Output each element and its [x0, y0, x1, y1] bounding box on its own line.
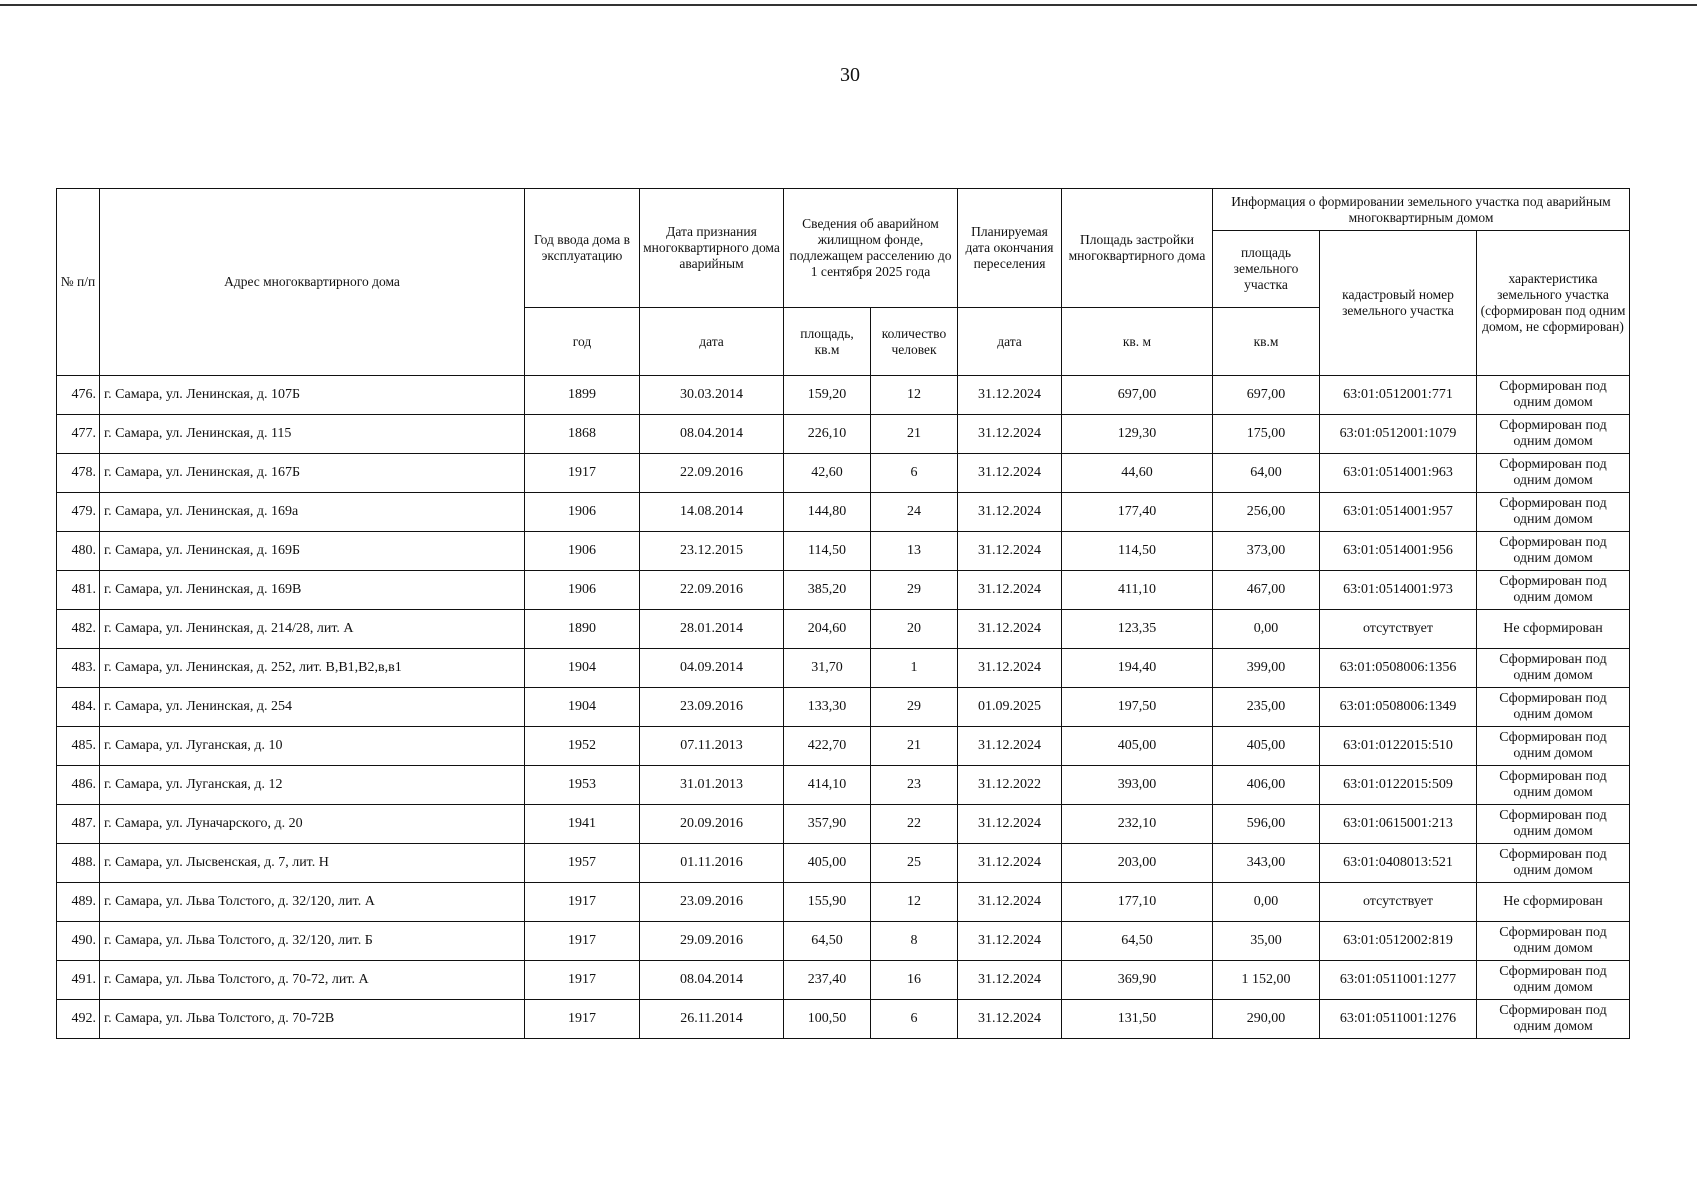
header-planned-date: Планируемая дата окончания переселения	[958, 189, 1062, 308]
emergency-housing-table	[56, 188, 1630, 1039]
year-cell: 1868	[525, 415, 640, 454]
area-cell: 155,90	[784, 883, 871, 922]
land-area-cell: 399,00	[1213, 649, 1320, 688]
address-cell: г. Самара, ул. Луначарского, д. 20	[100, 805, 525, 844]
planned-date-cell: 31.12.2024	[958, 376, 1062, 415]
address-cell: г. Самара, ул. Луганская, д. 10	[100, 727, 525, 766]
planned-date-cell: 31.12.2024	[958, 727, 1062, 766]
row-number: 482.	[57, 610, 100, 649]
people-cell: 6	[871, 454, 958, 493]
emergency-date-cell: 20.09.2016	[640, 805, 784, 844]
address-cell: г. Самара, ул. Ленинская, д. 167Б	[100, 454, 525, 493]
building-area-cell: 232,10	[1062, 805, 1213, 844]
building-area-cell: 197,50	[1062, 688, 1213, 727]
land-status-cell: Не сформирован	[1477, 610, 1630, 649]
row-number: 488.	[57, 844, 100, 883]
table-row	[57, 766, 1630, 805]
cadastral-cell: 63:01:0512001:1079	[1320, 415, 1477, 454]
people-cell: 21	[871, 727, 958, 766]
planned-date-cell: 31.12.2024	[958, 454, 1062, 493]
planned-date-cell: 31.12.2024	[958, 532, 1062, 571]
row-number: 486.	[57, 766, 100, 805]
area-cell: 414,10	[784, 766, 871, 805]
address-cell: г. Самара, ул. Ленинская, д. 214/28, лит. А	[100, 610, 525, 649]
address-cell: г. Самара, ул. Лысвенская, д. 7, лит. Н	[100, 844, 525, 883]
table-body	[57, 376, 1630, 1039]
planned-date-cell: 31.12.2024	[958, 415, 1062, 454]
emergency-date-cell: 14.08.2014	[640, 493, 784, 532]
building-area-cell: 194,40	[1062, 649, 1213, 688]
row-number: 487.	[57, 805, 100, 844]
people-cell: 13	[871, 532, 958, 571]
land-status-cell: Сформирован под одним домом	[1477, 649, 1630, 688]
year-cell: 1953	[525, 766, 640, 805]
cadastral-cell: 63:01:0508006:1356	[1320, 649, 1477, 688]
unit-planned-date: дата	[958, 308, 1062, 376]
table-row	[57, 610, 1630, 649]
year-cell: 1917	[525, 1000, 640, 1039]
year-cell: 1904	[525, 649, 640, 688]
building-area-cell: 123,35	[1062, 610, 1213, 649]
address-cell: г. Самара, ул. Ленинская, д. 169Б	[100, 532, 525, 571]
area-cell: 357,90	[784, 805, 871, 844]
address-cell: г. Самара, ул. Ленинская, д. 252, лит. В,В1,В2,в,в1	[100, 649, 525, 688]
header-land-info: Информация о формировании земельного участка под аварийным многоквартирным домом	[1213, 189, 1630, 231]
people-cell: 29	[871, 688, 958, 727]
header-emergency-date: Дата признания многоквартирного дома аварийным	[640, 189, 784, 308]
year-cell: 1906	[525, 571, 640, 610]
planned-date-cell: 31.12.2024	[958, 610, 1062, 649]
unit-year: год	[525, 308, 640, 376]
emergency-date-cell: 22.09.2016	[640, 571, 784, 610]
address-cell: г. Самара, ул. Ленинская, д. 169В	[100, 571, 525, 610]
building-area-cell: 177,40	[1062, 493, 1213, 532]
area-cell: 31,70	[784, 649, 871, 688]
table-row	[57, 415, 1630, 454]
building-area-cell: 405,00	[1062, 727, 1213, 766]
unit-building-area: кв. м	[1062, 308, 1213, 376]
address-cell: г. Самара, ул. Ленинская, д. 115	[100, 415, 525, 454]
land-area-cell: 0,00	[1213, 610, 1320, 649]
table-row	[57, 532, 1630, 571]
planned-date-cell: 31.12.2024	[958, 649, 1062, 688]
land-status-cell: Сформирован под одним домом	[1477, 844, 1630, 883]
planned-date-cell: 31.12.2024	[958, 883, 1062, 922]
people-cell: 12	[871, 376, 958, 415]
year-cell: 1957	[525, 844, 640, 883]
emergency-date-cell: 07.11.2013	[640, 727, 784, 766]
people-cell: 22	[871, 805, 958, 844]
cadastral-cell: 63:01:0512002:819	[1320, 922, 1477, 961]
building-area-cell: 697,00	[1062, 376, 1213, 415]
emergency-date-cell: 26.11.2014	[640, 1000, 784, 1039]
planned-date-cell: 31.12.2024	[958, 493, 1062, 532]
emergency-date-cell: 23.09.2016	[640, 883, 784, 922]
planned-date-cell: 31.12.2024	[958, 844, 1062, 883]
planned-date-cell: 31.12.2022	[958, 766, 1062, 805]
building-area-cell: 131,50	[1062, 1000, 1213, 1039]
land-area-cell: 373,00	[1213, 532, 1320, 571]
emergency-date-cell: 31.01.2013	[640, 766, 784, 805]
building-area-cell: 64,50	[1062, 922, 1213, 961]
area-cell: 204,60	[784, 610, 871, 649]
table-row	[57, 649, 1630, 688]
cadastral-cell: отсутствует	[1320, 610, 1477, 649]
cadastral-cell: 63:01:0514001:956	[1320, 532, 1477, 571]
header-land-area: площадь земельного участка	[1213, 231, 1320, 308]
planned-date-cell: 31.12.2024	[958, 571, 1062, 610]
land-status-cell: Сформирован под одним домом	[1477, 571, 1630, 610]
year-cell: 1941	[525, 805, 640, 844]
unit-area: площадь, кв.м	[784, 308, 871, 376]
page-number: 30	[840, 64, 860, 86]
land-area-cell: 235,00	[1213, 688, 1320, 727]
area-cell: 42,60	[784, 454, 871, 493]
building-area-cell: 44,60	[1062, 454, 1213, 493]
year-cell: 1899	[525, 376, 640, 415]
row-number: 479.	[57, 493, 100, 532]
planned-date-cell: 31.12.2024	[958, 922, 1062, 961]
row-number: 484.	[57, 688, 100, 727]
row-number: 478.	[57, 454, 100, 493]
area-cell: 133,30	[784, 688, 871, 727]
area-cell: 237,40	[784, 961, 871, 1000]
row-number: 480.	[57, 532, 100, 571]
header-address: Адрес многоквартирного дома	[100, 189, 525, 376]
cadastral-cell: 63:01:0122015:509	[1320, 766, 1477, 805]
area-cell: 385,20	[784, 571, 871, 610]
land-status-cell: Сформирован под одним домом	[1477, 376, 1630, 415]
area-cell: 159,20	[784, 376, 871, 415]
land-status-cell: Сформирован под одним домом	[1477, 727, 1630, 766]
cadastral-cell: 63:01:0408013:521	[1320, 844, 1477, 883]
land-area-cell: 1 152,00	[1213, 961, 1320, 1000]
planned-date-cell: 31.12.2024	[958, 961, 1062, 1000]
building-area-cell: 114,50	[1062, 532, 1213, 571]
year-cell: 1906	[525, 493, 640, 532]
unit-date: дата	[640, 308, 784, 376]
cadastral-cell: 63:01:0514001:963	[1320, 454, 1477, 493]
emergency-date-cell: 08.04.2014	[640, 415, 784, 454]
year-cell: 1904	[525, 688, 640, 727]
land-status-cell: Не сформирован	[1477, 883, 1630, 922]
year-cell: 1917	[525, 883, 640, 922]
cadastral-cell: 63:01:0514001:957	[1320, 493, 1477, 532]
people-cell: 20	[871, 610, 958, 649]
header-cadastral: кадастровый номер земельного участка	[1320, 231, 1477, 376]
address-cell: г. Самара, ул. Луганская, д. 12	[100, 766, 525, 805]
land-area-cell: 256,00	[1213, 493, 1320, 532]
header-year-commissioned: Год ввода дома в эксплуатацию	[525, 189, 640, 308]
area-cell: 100,50	[784, 1000, 871, 1039]
land-area-cell: 406,00	[1213, 766, 1320, 805]
land-status-cell: Сформирован под одним домом	[1477, 454, 1630, 493]
table-row	[57, 376, 1630, 415]
land-status-cell: Сформирован под одним домом	[1477, 415, 1630, 454]
header-num: № п/п	[57, 189, 100, 376]
land-status-cell: Сформирован под одним домом	[1477, 688, 1630, 727]
emergency-date-cell: 04.09.2014	[640, 649, 784, 688]
emergency-date-cell: 08.04.2014	[640, 961, 784, 1000]
table-row	[57, 1000, 1630, 1039]
year-cell: 1917	[525, 961, 640, 1000]
planned-date-cell: 01.09.2025	[958, 688, 1062, 727]
land-area-cell: 697,00	[1213, 376, 1320, 415]
land-status-cell: Сформирован под одним домом	[1477, 766, 1630, 805]
land-area-cell: 175,00	[1213, 415, 1320, 454]
table-row	[57, 454, 1630, 493]
address-cell: г. Самара, ул. Льва Толстого, д. 32/120, лит. Б	[100, 922, 525, 961]
cadastral-cell: 63:01:0511001:1277	[1320, 961, 1477, 1000]
land-status-cell: Сформирован под одним домом	[1477, 532, 1630, 571]
emergency-date-cell: 22.09.2016	[640, 454, 784, 493]
table-row	[57, 883, 1630, 922]
year-cell: 1917	[525, 454, 640, 493]
emergency-date-cell: 29.09.2016	[640, 922, 784, 961]
land-status-cell: Сформирован под одним домом	[1477, 1000, 1630, 1039]
row-number: 483.	[57, 649, 100, 688]
land-area-cell: 596,00	[1213, 805, 1320, 844]
land-area-cell: 405,00	[1213, 727, 1320, 766]
building-area-cell: 203,00	[1062, 844, 1213, 883]
year-cell: 1952	[525, 727, 640, 766]
row-number: 476.	[57, 376, 100, 415]
year-cell: 1890	[525, 610, 640, 649]
people-cell: 8	[871, 922, 958, 961]
top-rule	[0, 4, 1697, 6]
land-area-cell: 343,00	[1213, 844, 1320, 883]
table-row	[57, 571, 1630, 610]
people-cell: 6	[871, 1000, 958, 1039]
building-area-cell: 129,30	[1062, 415, 1213, 454]
year-cell: 1906	[525, 532, 640, 571]
area-cell: 144,80	[784, 493, 871, 532]
land-area-cell: 290,00	[1213, 1000, 1320, 1039]
table-row	[57, 688, 1630, 727]
land-status-cell: Сформирован под одним домом	[1477, 922, 1630, 961]
cadastral-cell: 63:01:0615001:213	[1320, 805, 1477, 844]
building-area-cell: 393,00	[1062, 766, 1213, 805]
building-area-cell: 411,10	[1062, 571, 1213, 610]
land-status-cell: Сформирован под одним домом	[1477, 493, 1630, 532]
people-cell: 1	[871, 649, 958, 688]
people-cell: 21	[871, 415, 958, 454]
area-cell: 405,00	[784, 844, 871, 883]
land-area-cell: 64,00	[1213, 454, 1320, 493]
area-cell: 114,50	[784, 532, 871, 571]
cadastral-cell: 63:01:0508006:1349	[1320, 688, 1477, 727]
unit-land-area: кв.м	[1213, 308, 1320, 376]
table-row	[57, 844, 1630, 883]
row-number: 485.	[57, 727, 100, 766]
cadastral-cell: 63:01:0512001:771	[1320, 376, 1477, 415]
people-cell: 29	[871, 571, 958, 610]
planned-date-cell: 31.12.2024	[958, 805, 1062, 844]
address-cell: г. Самара, ул. Льва Толстого, д. 70-72В	[100, 1000, 525, 1039]
cadastral-cell: 63:01:0511001:1276	[1320, 1000, 1477, 1039]
emergency-date-cell: 28.01.2014	[640, 610, 784, 649]
address-cell: г. Самара, ул. Ленинская, д. 254	[100, 688, 525, 727]
emergency-date-cell: 01.11.2016	[640, 844, 784, 883]
land-area-cell: 35,00	[1213, 922, 1320, 961]
table-row	[57, 493, 1630, 532]
emergency-date-cell: 23.09.2016	[640, 688, 784, 727]
building-area-cell: 369,90	[1062, 961, 1213, 1000]
area-cell: 64,50	[784, 922, 871, 961]
people-cell: 16	[871, 961, 958, 1000]
header-emergency-fund: Сведения об аварийном жилищном фонде, подлежащем расселению до 1 сентября 2025 года	[784, 189, 958, 308]
land-area-cell: 0,00	[1213, 883, 1320, 922]
cadastral-cell: отсутствует	[1320, 883, 1477, 922]
planned-date-cell: 31.12.2024	[958, 1000, 1062, 1039]
people-cell: 12	[871, 883, 958, 922]
people-cell: 25	[871, 844, 958, 883]
row-number: 492.	[57, 1000, 100, 1039]
row-number: 477.	[57, 415, 100, 454]
row-number: 481.	[57, 571, 100, 610]
cadastral-cell: 63:01:0514001:973	[1320, 571, 1477, 610]
table-row	[57, 727, 1630, 766]
header-building-area: Площадь застройки многоквартирного дома	[1062, 189, 1213, 308]
row-number: 491.	[57, 961, 100, 1000]
table-row	[57, 805, 1630, 844]
table-row	[57, 922, 1630, 961]
emergency-date-cell: 23.12.2015	[640, 532, 784, 571]
land-status-cell: Сформирован под одним домом	[1477, 805, 1630, 844]
address-cell: г. Самара, ул. Ленинская, д. 169а	[100, 493, 525, 532]
unit-people: количество человек	[871, 308, 958, 376]
year-cell: 1917	[525, 922, 640, 961]
people-cell: 23	[871, 766, 958, 805]
address-cell: г. Самара, ул. Льва Толстого, д. 70-72, лит. А	[100, 961, 525, 1000]
area-cell: 226,10	[784, 415, 871, 454]
land-area-cell: 467,00	[1213, 571, 1320, 610]
table-row	[57, 961, 1630, 1000]
land-status-cell: Сформирован под одним домом	[1477, 961, 1630, 1000]
emergency-date-cell: 30.03.2014	[640, 376, 784, 415]
header-land-char: характеристика земельного участка (сформирован под одним домом, не сформирован)	[1477, 231, 1630, 376]
cadastral-cell: 63:01:0122015:510	[1320, 727, 1477, 766]
building-area-cell: 177,10	[1062, 883, 1213, 922]
people-cell: 24	[871, 493, 958, 532]
address-cell: г. Самара, ул. Ленинская, д. 107Б	[100, 376, 525, 415]
address-cell: г. Самара, ул. Льва Толстого, д. 32/120, лит. А	[100, 883, 525, 922]
row-number: 490.	[57, 922, 100, 961]
row-number: 489.	[57, 883, 100, 922]
area-cell: 422,70	[784, 727, 871, 766]
